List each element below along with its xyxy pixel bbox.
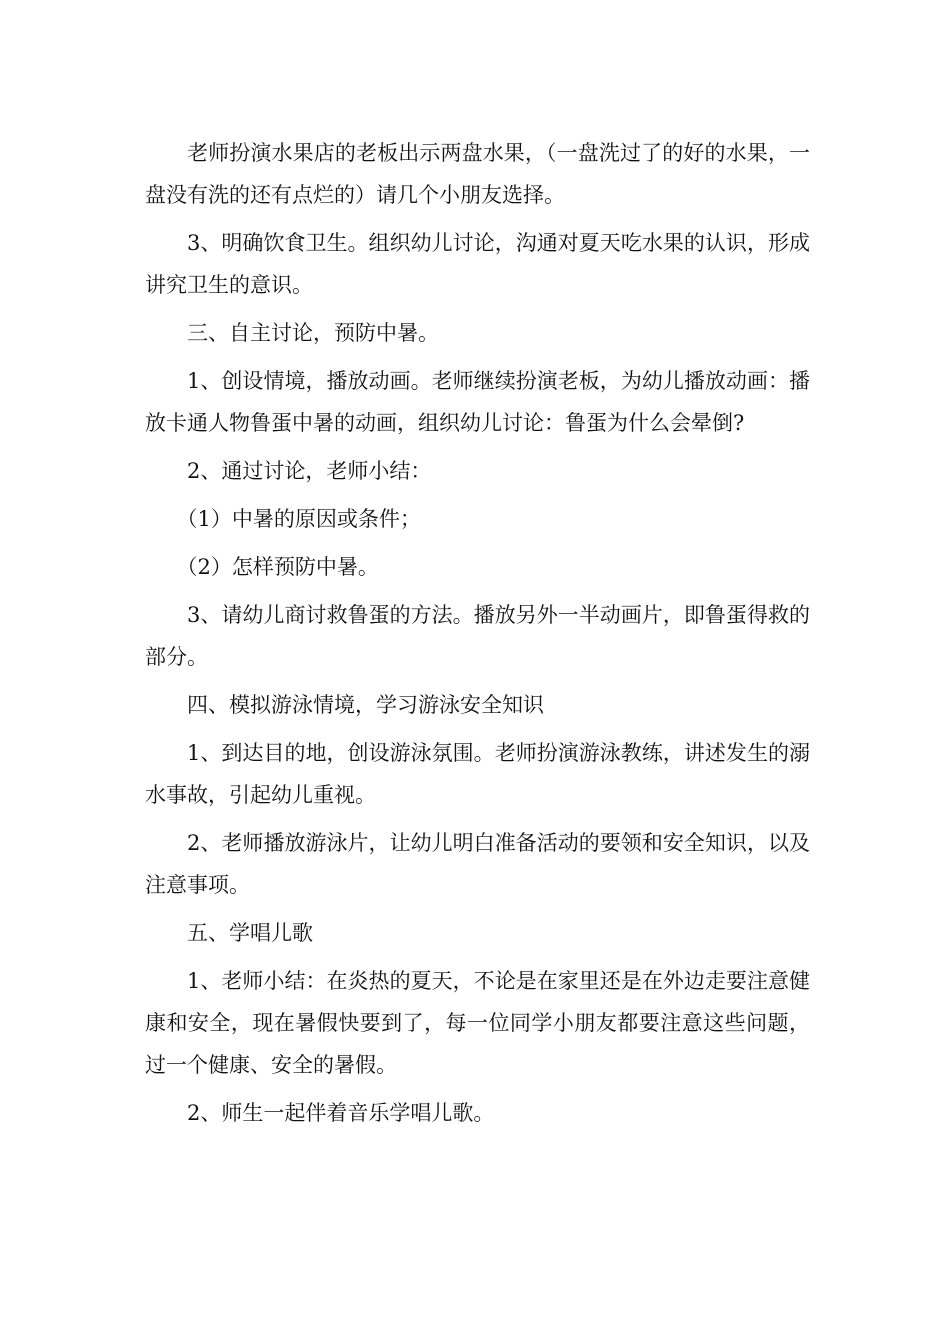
list-item-causes: （1）中暑的原因或条件； [176,507,421,531]
section-heading-swimming: 四、模拟游泳情境，学习游泳安全知识 [187,693,544,717]
section-heading-song: 五、学唱儿歌 [187,921,313,945]
paragraph-fruit-shop: 老师扮演水果店的老板出示两盘水果，（一盘洗过了的好的水果，一盘没有洗的还有点烂的）请几个小朋友选择。 [145,141,810,207]
section-heading-heatstroke: 三、自主讨论，预防中暑。 [187,321,439,345]
paragraph-summary-summer: 1、老师小结：在炎热的夏天，不论是在家里还是在外边走要注意健康和安全，现在暑假快要到了，每一位同学小朋友都要注意这些问题，过一个健康、安全的暑假。 [145,969,810,1077]
paragraph-food-hygiene: 3、明确饮食卫生。组织幼儿讨论，沟通对夏天吃水果的认识，形成讲究卫生的意识。 [145,231,810,297]
paragraph-teacher-summary: 2、通过讨论，老师小结： [187,459,432,483]
list-item-prevention: （2）怎样预防中暑。 [176,555,379,579]
paragraph-sing-song: 2、师生一起伴着音乐学唱儿歌。 [187,1101,495,1125]
document-body [145,132,810,1140]
paragraph-swimming-scene: 1、到达目的地，创设游泳氛围。老师扮演游泳教练，讲述发生的溺水事故，引起幼儿重视。 [145,741,810,807]
paragraph-swimming-film: 2、老师播放游泳片，让幼儿明白准备活动的要领和安全知识，以及注意事项。 [145,831,810,897]
paragraph-animation: 1、创设情境，播放动画。老师继续扮演老板，为幼儿播放动画：播放卡通人物鲁蛋中暑的动画，组织幼儿讨论：鲁蛋为什么会晕倒? [145,369,810,435]
paragraph-rescue: 3、请幼儿商讨救鲁蛋的方法。播放另外一半动画片，即鲁蛋得救的部分。 [145,603,810,669]
